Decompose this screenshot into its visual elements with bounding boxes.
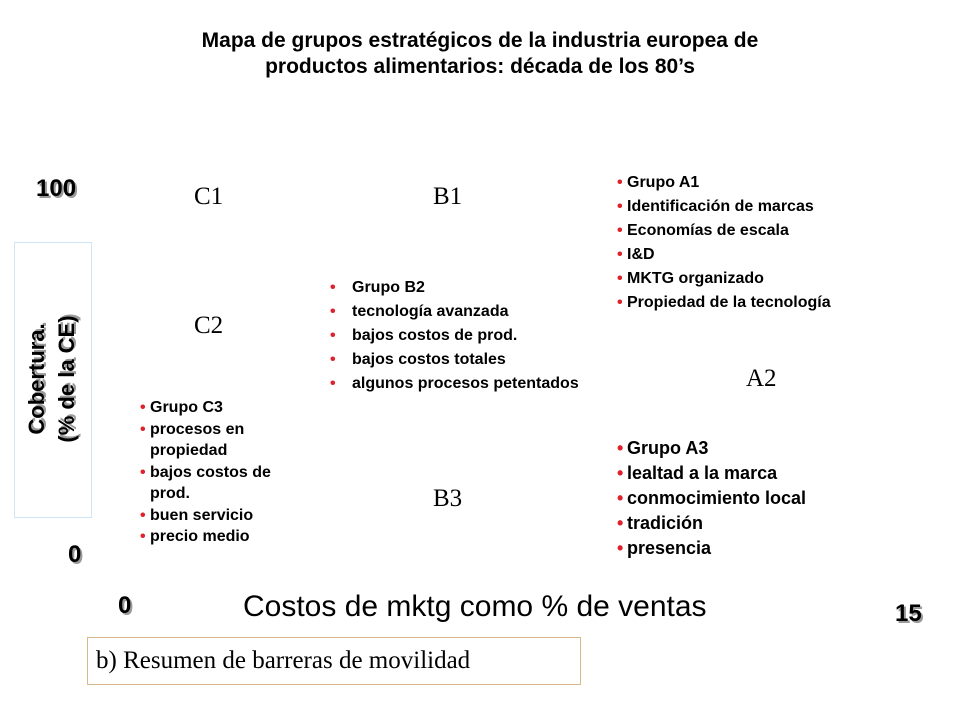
bullet-icon: • bbox=[617, 463, 624, 483]
list-item bbox=[617, 243, 917, 267]
list-item bbox=[617, 536, 917, 561]
list-item bbox=[617, 267, 917, 291]
bullet-icon: • bbox=[617, 438, 624, 458]
group-a2-label: A2 bbox=[746, 365, 777, 392]
y-axis-label-line-1: Cobertura. bbox=[24, 323, 49, 435]
list-item bbox=[140, 397, 315, 419]
bullet-icon: • bbox=[140, 528, 146, 545]
bullet-icon: • bbox=[330, 327, 336, 344]
bullet-icon: • bbox=[140, 506, 146, 524]
list-item-text: conmocimiento local bbox=[627, 488, 807, 508]
bullet-icon: • bbox=[617, 270, 623, 287]
x-axis-min-label: 0 bbox=[118, 592, 132, 619]
bullet-icon: • bbox=[617, 222, 623, 239]
list-item bbox=[617, 219, 917, 243]
list-item bbox=[617, 511, 917, 536]
list-item-text: Economías de escala bbox=[627, 222, 789, 239]
list-item-text: bajos costos de prod. bbox=[352, 327, 518, 344]
list-item-text: tecnología avanzada bbox=[352, 303, 509, 320]
list-item-text: MKTG organizado bbox=[627, 270, 764, 287]
list-item bbox=[617, 486, 917, 511]
list-item-text: Grupo B2 bbox=[352, 279, 425, 296]
list-item bbox=[140, 505, 315, 527]
caption-box: b) Resumen de barreras de movilidad bbox=[87, 637, 581, 685]
list-item bbox=[617, 461, 917, 486]
list-item-text: presencia bbox=[627, 538, 712, 558]
list-item bbox=[330, 348, 600, 372]
list-item-text: Propiedad de la tecnología bbox=[627, 294, 831, 311]
y-axis-label-line-2: (% de la CE) bbox=[54, 315, 79, 443]
list-item-text: algunos procesos petentados bbox=[352, 375, 579, 392]
list-item-text: procesos en propiedad bbox=[150, 420, 245, 459]
list-item-text: bajos costos totales bbox=[352, 351, 506, 368]
list-item-text: tradición bbox=[627, 513, 704, 533]
list-item bbox=[330, 300, 600, 324]
page-title bbox=[40, 28, 920, 80]
x-axis-label: Costos de mktg como % de ventas bbox=[243, 590, 707, 623]
list-item bbox=[330, 324, 600, 348]
group-b2-list bbox=[330, 276, 600, 396]
bullet-icon: • bbox=[617, 246, 623, 263]
bullet-icon: • bbox=[617, 513, 624, 533]
bullet-icon: • bbox=[330, 351, 336, 368]
list-item bbox=[330, 276, 600, 300]
group-b3-label: B3 bbox=[433, 485, 463, 512]
bullet-icon: • bbox=[617, 174, 623, 191]
bullet-icon: • bbox=[140, 420, 146, 438]
list-item bbox=[140, 462, 315, 505]
list-item bbox=[617, 171, 917, 195]
list-item bbox=[617, 195, 917, 219]
list-item-text: lealtad a la marca bbox=[627, 463, 778, 483]
list-item bbox=[140, 526, 315, 548]
bullet-icon: • bbox=[330, 375, 336, 392]
bullet-icon: • bbox=[617, 538, 624, 558]
x-axis-max-label: 15 bbox=[895, 600, 922, 627]
bullet-icon: • bbox=[617, 488, 624, 508]
list-item-text: Identificación de marcas bbox=[627, 198, 814, 215]
title-line-2: productos alimentarios: década de los 80’s bbox=[265, 55, 695, 78]
list-item-text: Grupo A3 bbox=[627, 438, 709, 458]
list-item bbox=[140, 419, 315, 462]
list-item-text: precio medio bbox=[150, 528, 250, 545]
group-c3-list bbox=[140, 397, 315, 548]
group-a1-list bbox=[617, 171, 917, 315]
group-b1-label: B1 bbox=[433, 183, 463, 210]
list-item bbox=[617, 291, 917, 315]
list-item bbox=[617, 436, 917, 461]
bullet-icon: • bbox=[617, 198, 623, 215]
bullet-icon: • bbox=[617, 294, 623, 311]
group-c2-label: C2 bbox=[194, 312, 224, 339]
group-c1-label: C1 bbox=[194, 183, 224, 210]
y-axis-max-label: 100 bbox=[36, 175, 77, 202]
bullet-icon: • bbox=[140, 399, 146, 416]
bullet-icon: • bbox=[330, 303, 336, 320]
title-line-1: Mapa de grupos estratégicos de la industria europea de bbox=[201, 29, 759, 52]
bullet-icon: • bbox=[330, 279, 336, 296]
y-axis-label bbox=[22, 239, 82, 519]
list-item-text: buen servicio bbox=[150, 506, 254, 524]
list-item-text: I&D bbox=[627, 246, 655, 263]
list-item-text: bajos costos de prod. bbox=[150, 463, 271, 502]
list-item bbox=[330, 372, 600, 396]
list-item-text: Grupo A1 bbox=[627, 174, 700, 191]
bullet-icon: • bbox=[140, 463, 146, 481]
group-a3-list bbox=[617, 436, 917, 561]
y-axis-min-label: 0 bbox=[68, 541, 82, 568]
list-item-text: Grupo C3 bbox=[150, 399, 223, 416]
